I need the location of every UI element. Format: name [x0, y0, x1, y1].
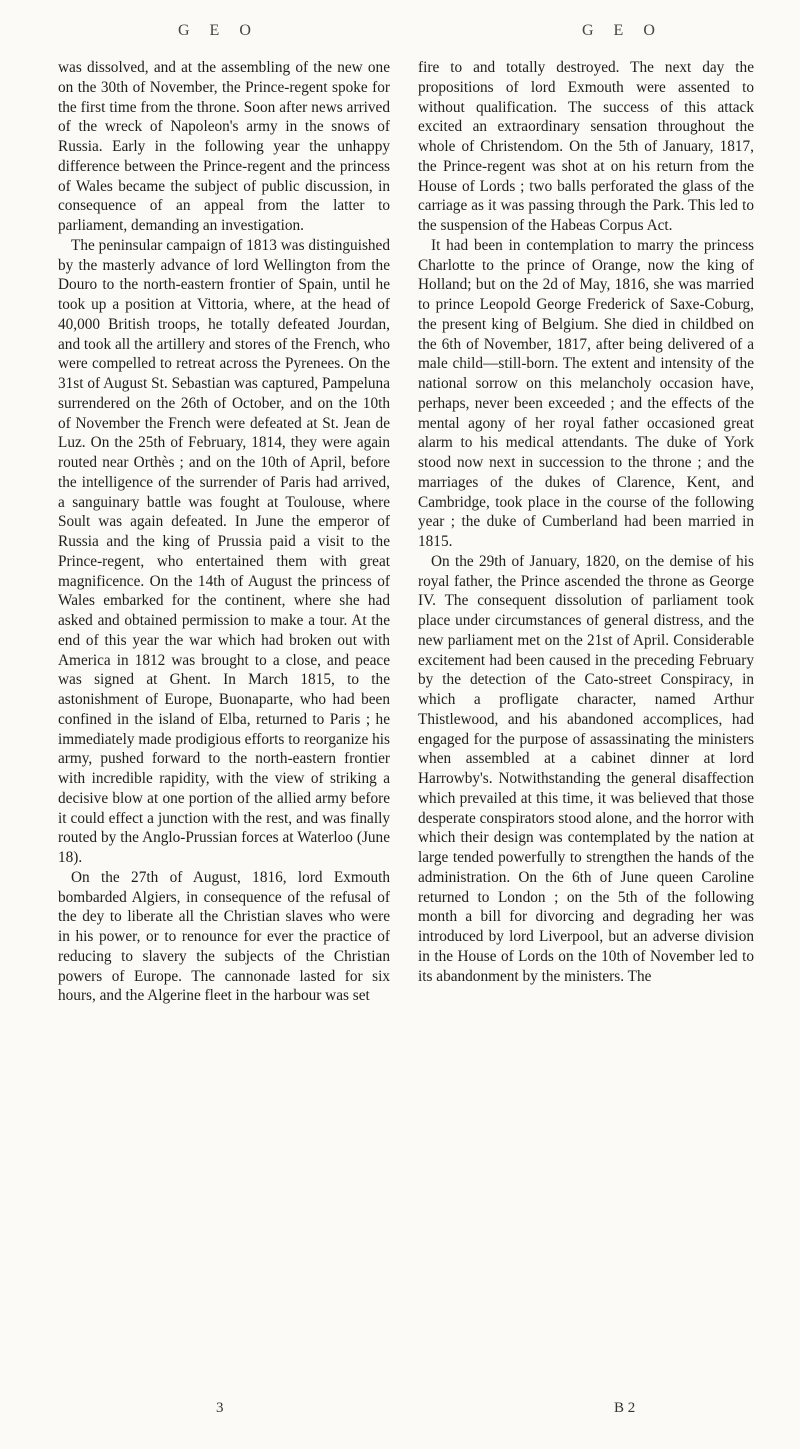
paragraph: was dissolved, and at the assembling of the new one on the 30th of November, the Prince-regent spoke for the first time from the throne. Soon after news arrived of the wreck of Napoleon's army in the snows of Russia. Early in the following year the unhappy difference between the Prince-regent and the princess of Wales became the subject of public discussion, in consequence of an appeal from the latter to parliament, demanding an investigation.	[58, 59, 390, 234]
left-column	[58, 58, 390, 1006]
paragraph: The peninsular campaign of 1813 was distinguished by the masterly advance of lord Wellington from the Douro to the north-eastern frontier of Spain, until he took up a position at Vittoria, where, at the head of 40,000 British troops, he totally defeated Jourdan, and took all the artillery and stores of the French, who were compelled to retreat across the Pyrenees. On the 31st of August St. Sebastian was captured, Pampeluna surrendered on the 26th of October, and on the 10th of November the French were defeated at St. Jean de Luz. On the 25th of February, 1814, they were again routed near Orthès ; and on the 10th of April, before the intelligence of the surrender of Paris had arrived, a sanguinary battle was fought at Toulouse, where Soult was again defeated. In June the emperor of Russia and the king of Prussia paid a visit to the Prince-regent, who entertained them with great magnificence. On the 14th of August the princess of Wales embarked for the continent, where she had asked and obtained permission to make a tour. At the end of this year the war which had broken out with America in 1812 was brought to a close, and peace was signed at Ghent. In March 1815, to the astonishment of Europe, Buonaparte, who had been confined in the island of Elba, returned to Paris ; he immediately made prodigious efforts to reorganize his army, pushed forward to the north-eastern frontier with incredible rapidity, with the view of striking a decisive blow at one portion of the allied army before it could effect a junction with the rest, and was finally routed by the Anglo-Prussian forces at Waterloo (June 18).	[58, 236, 390, 866]
paragraph: fire to and totally destroyed. The next day the propositions of lord Exmouth were assented to without qualification. The success of this attack excited an extraordinary sensation throughout the whole of Christendom. On the 5th of January, 1817, the Prince-regent was shot at on his return from the House of Lords ; two balls perforated the glass of the carriage as it was passing through the Park. This led to the suspension of the Habeas Corpus Act.	[418, 59, 754, 234]
page-number: 3	[216, 1400, 224, 1416]
running-header-left: G E O	[178, 22, 259, 39]
right-column	[418, 58, 754, 986]
signature-mark: B 2	[614, 1400, 636, 1416]
paragraph: On the 27th of August, 1816, lord Exmouth bombarded Algiers, in consequence of the refusal of the dey to liberate all the Christian slaves who were in his power, or to renounce for ever the practice of reducing to slavery the subjects of the Christian powers of Europe. The cannonade lasted for six hours, and the Algerine fleet in the harbour was set	[58, 868, 390, 1005]
running-header-right: G E O	[582, 22, 663, 39]
paragraph: On the 29th of January, 1820, on the demise of his royal father, the Prince ascended the throne as George IV. The consequent dissolution of parliament took place under circumstances of general distress, and the new parliament met on the 21st of April. Considerable excitement had been caused in the preceding February by the detection of the Cato-street Conspiracy, in which a profligate character, named Arthur Thistlewood, and his abandoned accomplices, had engaged for the purpose of assassinating the ministers when assembled at a cabinet dinner at lord Harrowby's. Notwithstanding the general disaffection which prevailed at this time, it was believed that those desperate conspirators stood alone, and the horror with which their design was contemplated by the nation at large tended powerfully to strengthen the hands of the administration. On the 6th of June queen Caroline returned to London ; on the 5th of the following month a bill for divorcing and degrading her was introduced by lord Liverpool, but an adverse division in the House of Lords on the 10th of November led to its abandonment by the ministers. The	[418, 552, 754, 985]
paragraph: It had been in contemplation to marry the princess Charlotte to the prince of Orange, now the king of Holland; but on the 2d of May, 1816, she was married to prince Leopold George Frederick of Saxe-Coburg, the present king of Belgium. She died in childbed on the 6th of November, 1817, after being delivered of a male child—still-born. The extent and intensity of the national sorrow on this melancholy occasion have, perhaps, never been exceeded ; and the effects of the mental agony of her royal father occasioned great alarm to his medical attendants. The duke of York stood now next in succession to the throne ; and the marriages of the dukes of Clarence, Kent, and Cambridge, took place in the course of the following year ; the duke of Cumberland had been married in 1815.	[418, 236, 754, 550]
